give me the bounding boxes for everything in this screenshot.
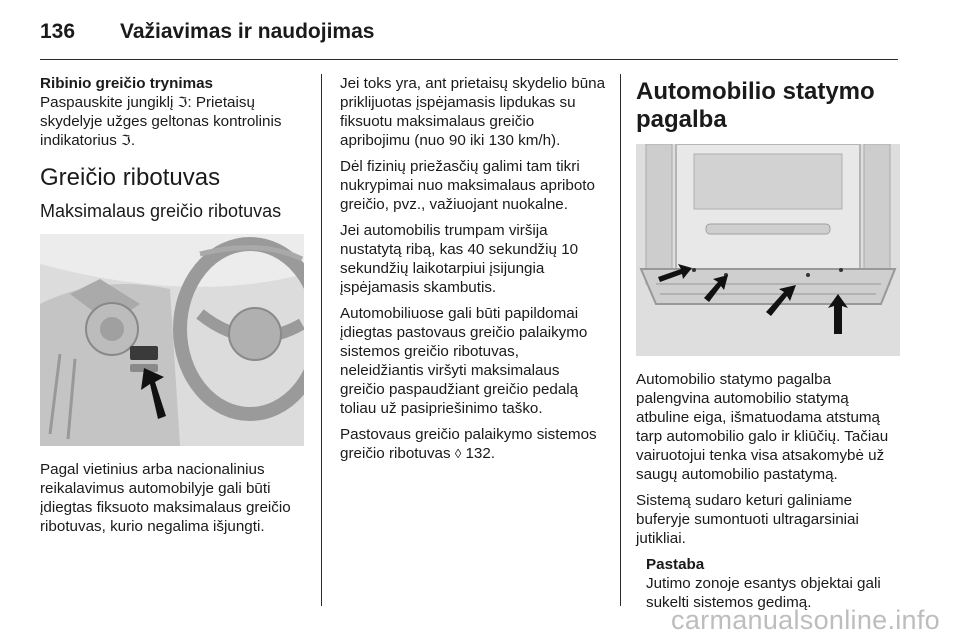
subheading-max-speed-limiter: Maksimalaus greičio ribotuvas <box>40 201 282 221</box>
text-span: Pastovaus greičio palaikymo sistemos greičio ribotuvas <box>340 426 597 462</box>
rear-bumper-illustration <box>636 144 900 356</box>
paragraph-fixed-limiter: Pagal vietinius arba nacionalinius reikalavimus automobilyje gali būti įdiegtas fiksuoto maksimalaus greičio ribotuvas, kurio negalima išjungti. <box>40 461 291 535</box>
paragraph-cruise-limiter: Automobiliuose gali būti papildomai įdiegtas pastovaus greičio palaikymo sistemos greičio ribotuvas, neleidžiantis viršyti maksimalaus greičio paspaudžiant greičio pedalą toliau už pasipriešinimo taško. <box>340 305 588 417</box>
text-span: Paspauskite jungiklį <box>40 94 178 111</box>
paragraph-deviations: Dėl fizinių priežasčių galimi tam tikri nukrypimai nuo maksimalaus apriboto greičio, pvz., važiuojant nuokalne. <box>340 158 595 213</box>
note-text: Jutimo zonoje esantys objektai gali sukelti sistemos gedimą. <box>646 575 881 611</box>
column-divider-1 <box>321 74 322 606</box>
page-reference-icon: ◊ <box>454 446 462 461</box>
paragraph-speed-clear <box>40 93 308 150</box>
heading-parking-assist: Automobilio statymo pagalba <box>636 78 875 133</box>
paragraph-parking-assist: Automobilio statymo pagalba palengvina automobilio statymą atbuline eiga, išmatuodama atstumą tarp automobilio galo ir kliūčių. Tačiau vairuotojui tenka visa atsakomybė už saugų automobilio pastatymą. <box>636 371 889 483</box>
column-2 <box>340 74 606 470</box>
chapter-title: Važiavimas ir naudojimas <box>120 20 375 43</box>
section-subhead-speed-clear: Ribinio greičio trynimas <box>40 75 214 92</box>
column-divider-2 <box>620 74 621 606</box>
note-title: Pastaba <box>646 556 705 573</box>
page-reference-link[interactable]: 132. <box>461 445 496 462</box>
paragraph-cruise-ref <box>340 425 606 463</box>
watermark: carmanualsonline.info <box>671 605 940 635</box>
text-span: . <box>130 132 136 149</box>
speed-limiter-icon: ℑ <box>121 132 131 148</box>
page-number: 136 <box>40 20 76 43</box>
text-span: : Prietaisų skydelyje užges geltonas kontrolinis indikatorius <box>40 94 282 149</box>
dashboard-illustration <box>40 234 304 446</box>
header-rule <box>40 59 898 60</box>
paragraph-warning-sticker: Jei toks yra, ant prietaisų skydelio būna priklijuotas įspėjamasis lipdukas su fiksuotu maksimalaus greičio apribojimu (nuo 90 iki 130 km/h). <box>340 75 606 149</box>
column-1 <box>40 74 308 543</box>
speed-limiter-icon: ℑ <box>177 94 188 110</box>
column-3 <box>636 74 906 612</box>
paragraph-sensors: Sistemą sudaro keturi galiniame buferyje sumontuoti ultragarsiniai jutikliai. <box>636 492 859 547</box>
heading-speed-limiter: Greičio ribotuvas <box>40 164 221 191</box>
note-box <box>646 555 906 612</box>
paragraph-warning-chime: Jei automobilis trumpam viršija nustatytą ribą, kas 40 sekundžių 10 sekundžių laikotarpiui įsijungia įspėjamasis skambutis. <box>340 222 579 296</box>
page-header <box>40 20 374 48</box>
